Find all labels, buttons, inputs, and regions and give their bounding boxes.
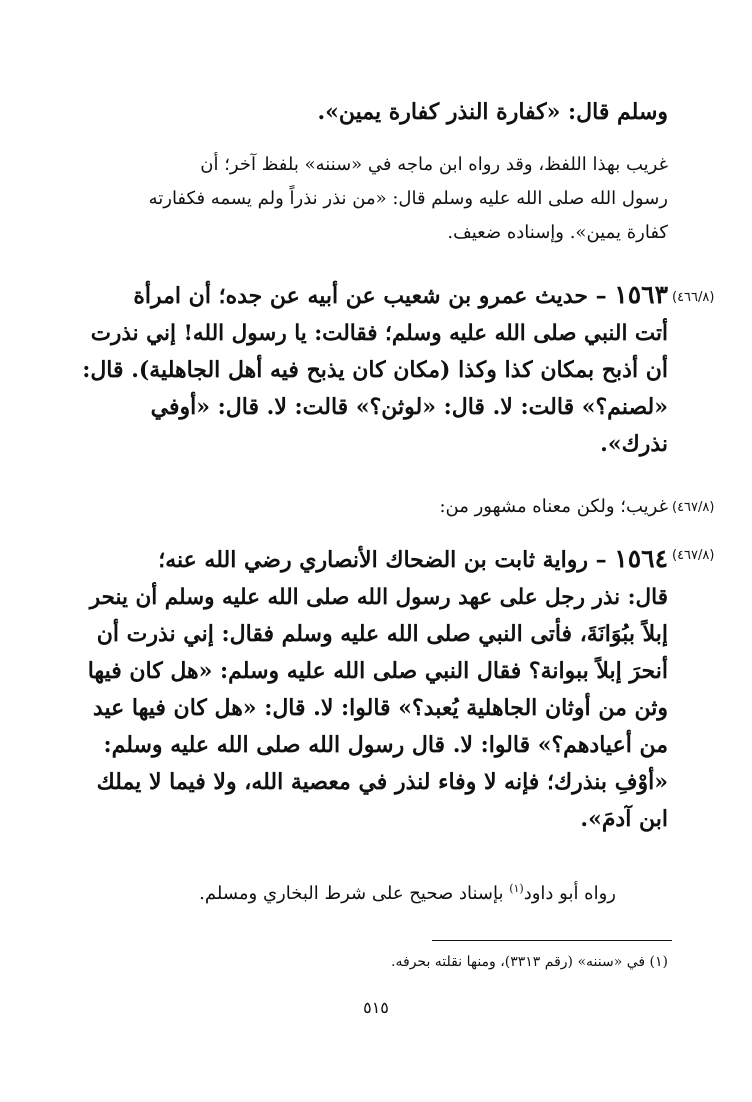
footnote: (١) في «سننه» (رقم ٣٣١٣)، ومنها نقلته بحرفه. xyxy=(391,954,668,970)
volume-page-reference: (٤٦٧/٨) xyxy=(672,500,715,515)
text-line: ١٥٦٤ – رواية ثابت بن الضحاك الأنصاري رضي الله عنه؛ xyxy=(158,544,668,573)
narration-text: بإسناد صحيح على شرط البخاري ومسلم. xyxy=(199,883,510,904)
text-line: غريب؛ ولكن معناه مشهور من: xyxy=(439,496,668,517)
volume-page-reference: (٤٦٧/٨) xyxy=(672,548,715,563)
text-line: ابن آدمَ». xyxy=(580,806,668,832)
text-line: أتت النبي صلى الله عليه وسلم؛ فقالت: يا رسول الله! إني نذرت xyxy=(90,321,668,346)
text-line: قال: نذر رجل على عهد رسول الله صلى الله عليه وسلم أن ينحر xyxy=(89,585,668,610)
text-line: أن أذبح بمكان كذا وكذا (مكان كان يذبح فيه أهل الجاهلية). قال: xyxy=(82,357,668,383)
footnote-marker[interactable]: (١) xyxy=(509,882,524,895)
text-line: من أعيادهم؟» قالوا: لا. قال رسول الله صلى الله عليه وسلم: xyxy=(103,732,668,758)
page-number: ٥١٥ xyxy=(363,998,389,1017)
narration-text: رواه أبو داود xyxy=(523,883,616,904)
paragraph-continuation xyxy=(78,94,668,131)
text-line: كفارة يمين». وإسناده ضعيف. xyxy=(447,222,668,243)
text-line: وثن من أوثان الجاهلية يُعبد؟» قالوا: لا. قال: «هل كان فيها عيد xyxy=(92,695,668,721)
footnote-separator xyxy=(432,940,672,941)
text-line: إبلاً ببُوَانَةَ، فأتى النبي صلى الله عليه وسلم فقال: إني نذرت أن xyxy=(96,621,668,647)
narration-line xyxy=(76,872,616,911)
text-line: «أوْفِ بنذرك؛ فإنه لا وفاء لنذر في معصية الله، ولا فيما لا يملك xyxy=(96,769,668,795)
text-line: رسول الله صلى الله عليه وسلم قال: «من نذر نذراً ولم يسمه فكفارته xyxy=(148,188,668,209)
text-line: «لصنم؟» قالت: لا. قال: «لوثن؟» قالت: لا. قال: «أوفي xyxy=(150,394,668,420)
hadith-number: ١٥٦٤ xyxy=(614,544,668,573)
text-line: غريب بهذا اللفظ، وقد رواه ابن ماجه في «سننه» بلفظ آخر؛ أن xyxy=(200,154,668,175)
hadith-1563 xyxy=(78,276,668,463)
hadith-1564 xyxy=(78,540,668,838)
text-line: أنحرَ إبلاً ببوانة؟ فقال النبي صلى الله عليه وسلم: «هل كان فيها xyxy=(87,658,668,684)
note-line xyxy=(78,490,668,524)
volume-page-reference: (٤٦٦/٨) xyxy=(672,290,715,305)
text-line: ١٥٦٣ – حديث عمرو بن شعيب عن أبيه عن جده؛ أن امرأة xyxy=(133,280,668,309)
text-line: نذرك». xyxy=(600,431,668,457)
hadith-number: ١٥٦٣ xyxy=(614,280,668,309)
text-line: وسلم قال: «كفارة النذر كفارة يمين». xyxy=(317,99,668,125)
commentary-paragraph xyxy=(78,148,668,250)
